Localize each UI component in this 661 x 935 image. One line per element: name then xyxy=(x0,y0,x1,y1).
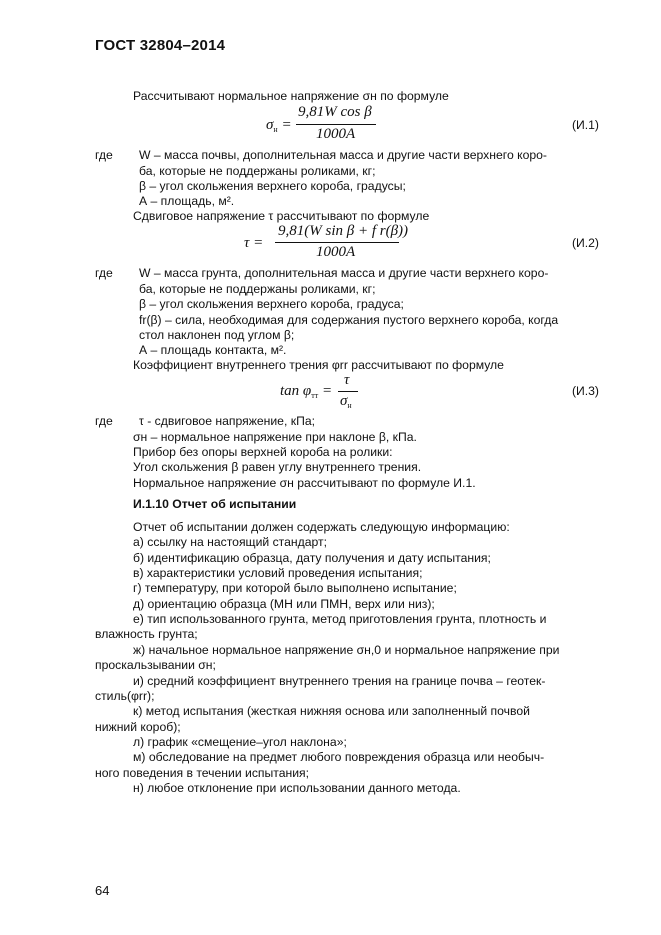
page-number: 64 xyxy=(95,883,110,898)
list-item-continuation: ного поведения в течении испытания; xyxy=(95,766,310,780)
list-item: б) идентификацию образца, дату получения и дату испытания; xyxy=(133,551,491,565)
list-item-continuation: стиль(φrr); xyxy=(95,689,155,703)
formula-1-fraction-bar xyxy=(296,124,376,125)
list-item: ж) начальное нормальное напряжение σн,0 и нормальное напряжение при xyxy=(133,643,560,657)
formula-2-denominator: 1000A xyxy=(316,244,356,260)
list-item-continuation: нижний короб); xyxy=(95,720,181,734)
text-line: ба, которые не поддержаны роликами, кг; xyxy=(139,164,376,178)
formula-2-lhs: τ = xyxy=(244,235,264,251)
list-item: а) ссылку на настоящий стандарт; xyxy=(133,535,327,549)
list-item: в) характеристики условий проведения испытания; xyxy=(133,566,423,580)
formula-2-fraction-bar xyxy=(275,242,399,243)
text-line: W – масса грунта, дополнительная масса и другие части верхнего коро- xyxy=(139,266,549,280)
list-item: д) ориентацию образца (МН или ПМН, верх или низ); xyxy=(133,597,435,611)
where-label: где xyxy=(95,148,113,162)
formula-1-label: (И.1) xyxy=(571,118,599,132)
where-label: где xyxy=(95,266,113,280)
text-line: Рассчитывают нормальное напряжение σн по формуле xyxy=(133,89,449,103)
list-item-continuation: проскальзывании σн; xyxy=(95,658,216,672)
formula-3-fraction-bar xyxy=(338,391,358,392)
document-header: ГОСТ 32804–2014 xyxy=(95,37,226,54)
text-line: Прибор без опоры верхней короба на ролики: xyxy=(133,445,393,459)
text-line: fr(β) – сила, необходимая для содержания пустого верхнего короба, когда xyxy=(139,313,559,327)
text-line: ба, которые не поддержаны роликами, кг; xyxy=(139,282,376,296)
formula-3-numerator: τ xyxy=(344,372,350,388)
list-item: л) график «смещение–угол наклона»; xyxy=(133,735,347,749)
text-line: Нормальное напряжение σн рассчитывают по формуле И.1. xyxy=(133,476,476,490)
formula-1-lhs: $\sigma_н$ = xyxy=(266,117,292,134)
text-line: W – масса почвы, дополнительная масса и другие части верхнего коро- xyxy=(139,148,547,162)
formula-1-denominator: 1000A xyxy=(316,126,356,142)
text-line: А – площадь контакта, м². xyxy=(139,343,287,357)
text-line: Сдвиговое напряжение τ рассчитывают по формуле xyxy=(133,209,430,223)
list-item: г) температуру, при которой было выполнено испытание; xyxy=(133,581,457,595)
text-line: τ - сдвиговое напряжение, кПа; xyxy=(139,414,315,428)
list-item: е) тип использованного грунта, метод приготовления грунта, плотность и xyxy=(133,612,547,626)
formula-1-numerator: 9,81W cos β xyxy=(298,104,372,120)
text-line: β – угол скольжения верхнего короба, градуса; xyxy=(139,297,404,311)
list-item: к) метод испытания (жесткая нижняя основа или заполненный почвой xyxy=(133,704,530,718)
text-line: стол наклонен под углом β; xyxy=(139,328,295,342)
section-heading: И.1.10 Отчет об испытании xyxy=(133,497,297,511)
list-item: м) обследование на предмет любого повреждения образца или необыч- xyxy=(133,750,545,764)
text-line: А – площадь, м². xyxy=(139,194,235,208)
formula-3-lhs: $\tan \varphi_{тт}$ = xyxy=(280,383,333,400)
list-item: и) средний коэффициент внутреннего трения на границе почва – геотек- xyxy=(133,674,546,688)
formula-3-label: (И.3) xyxy=(571,384,599,398)
where-label: где xyxy=(95,414,113,428)
text-line: σн – нормальное напряжение при наклоне β, кПа. xyxy=(133,430,417,444)
text-line: Коэффициент внутреннего трения φrr рассчитывают по формуле xyxy=(133,358,504,372)
formula-2-numerator: 9,81(W sin β + f r(β)) xyxy=(278,223,409,239)
list-item: н) любое отклонение при использовании данного метода. xyxy=(133,781,461,795)
text-line: Угол скольжения β равен углу внутреннего трения. xyxy=(133,460,422,474)
list-item-continuation: влажность грунта; xyxy=(95,627,198,641)
formula-2-label: (И.2) xyxy=(571,236,599,250)
formula-3-denominator: $\sigma_н$ xyxy=(340,393,352,410)
text-line: β – угол скольжения верхнего короба, градусы; xyxy=(139,179,406,193)
text-line: Отчет об испытании должен содержать следующую информацию: xyxy=(133,520,510,534)
